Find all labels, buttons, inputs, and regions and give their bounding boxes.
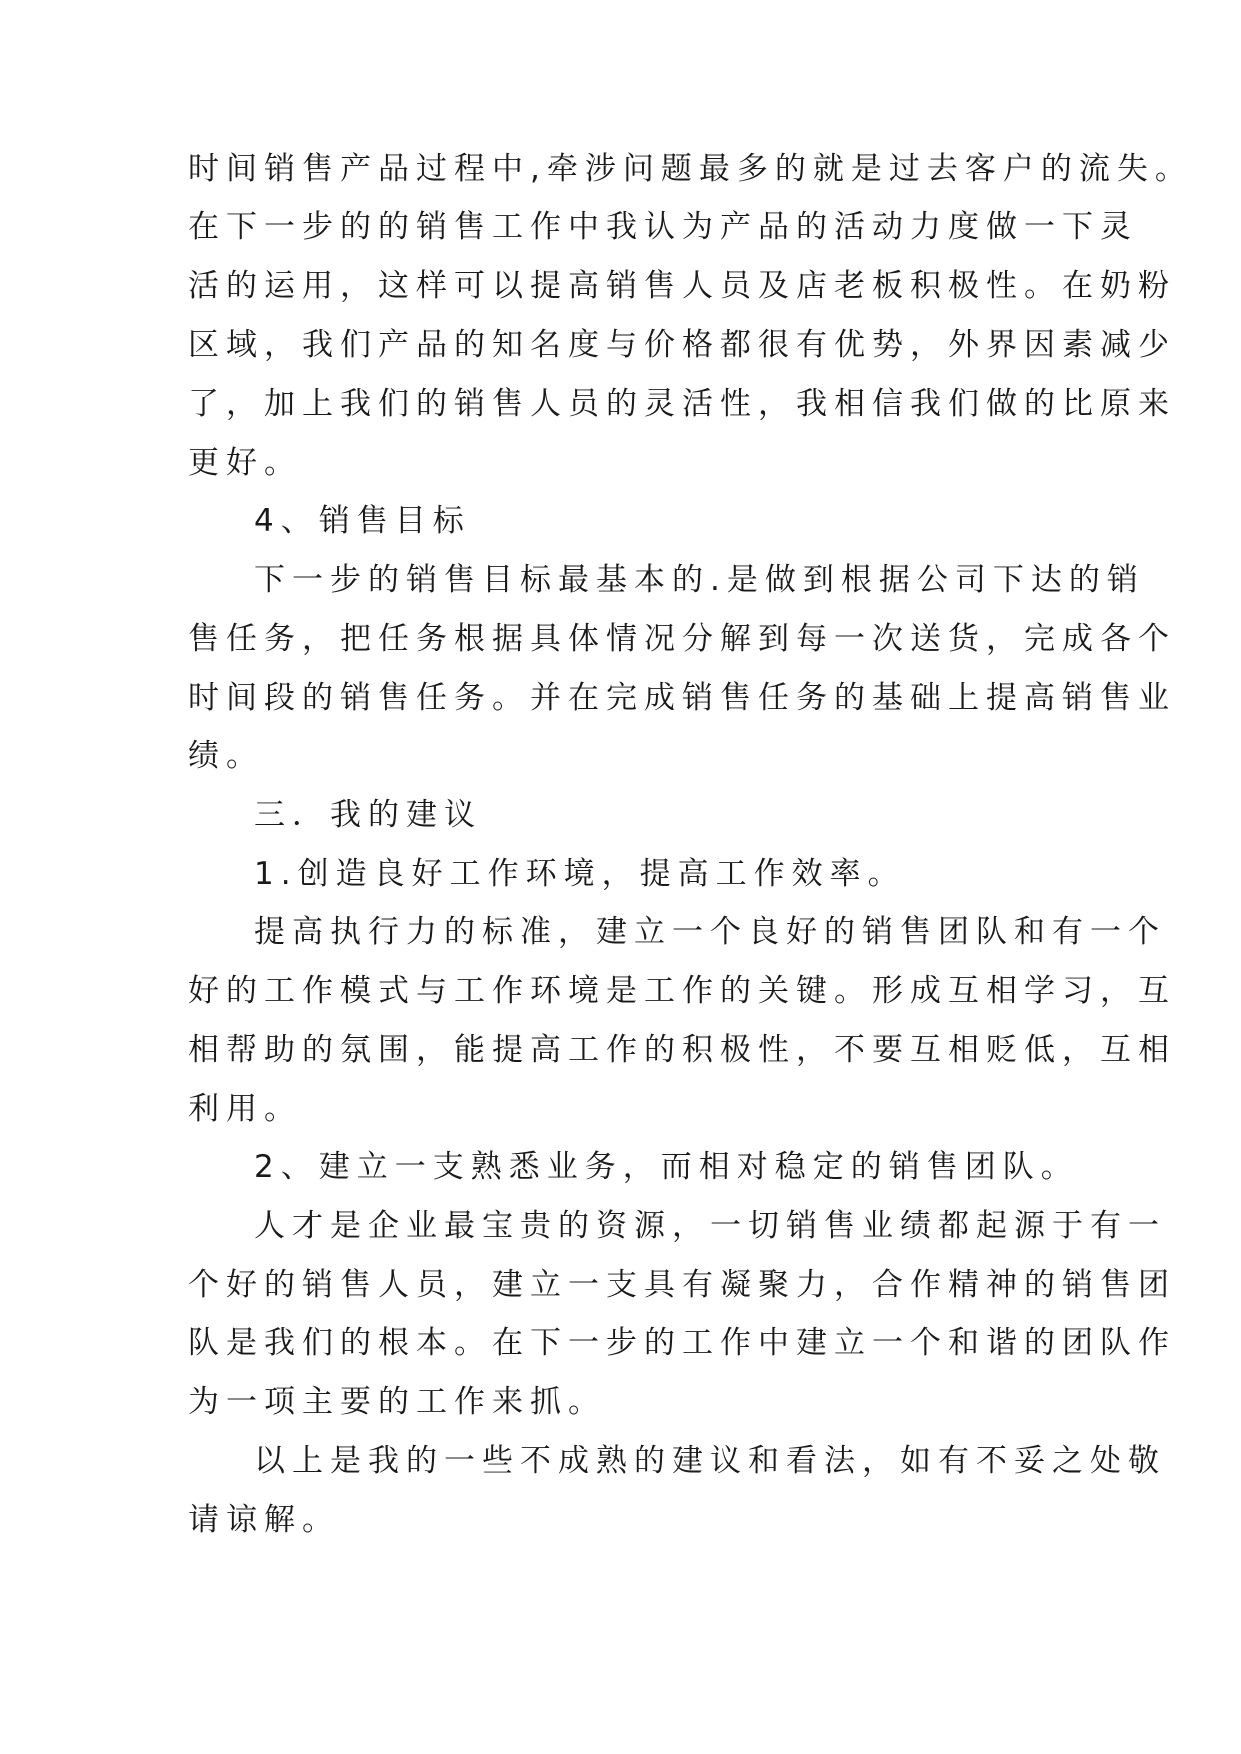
- section-heading: 三．我的建议: [254, 797, 482, 833]
- text-line: 在下一步的的销售工作中我认为产品的活动力度做一下灵: [188, 209, 1138, 245]
- text-line: 提高执行力的标准，建立一个良好的销售团队和有一个: [254, 914, 1166, 950]
- text-line: 队是我们的根本。在下一步的工作中建立一个和谐的团队作: [188, 1325, 1176, 1361]
- text-line: 售任务，把任务根据具体情况分解到每一次送货，完成各个: [188, 621, 1176, 657]
- text-line: 人才是企业最宝贵的资源，一切销售业绩都起源于有一: [254, 1208, 1166, 1244]
- text-line: 为一项主要的工作来抓。: [188, 1384, 606, 1420]
- text-line: 活的运用，这样可以提高销售人员及店老板积极性。在奶粉: [188, 268, 1176, 304]
- text-line: 下一步的销售目标最基本的.是做到根据公司下达的销: [254, 562, 1145, 598]
- text-line: 更好。: [188, 445, 302, 481]
- text-line: 个好的销售人员，建立一支具有凝聚力，合作精神的销售团: [188, 1267, 1176, 1303]
- section-heading: 4、销售目标: [254, 503, 471, 539]
- text-line: 时间段的销售任务。并在完成销售任务的基础上提高销售业: [188, 680, 1176, 716]
- text-line: 相帮助的氛围，能提高工作的积极性，不要互相贬低，互相: [188, 1032, 1176, 1068]
- text-line: 利用。: [188, 1091, 302, 1127]
- subsection-heading: 2、建立一支熟悉业务，而相对稳定的销售团队。: [254, 1149, 1079, 1185]
- subsection-heading: 1.创造良好工作环境，提高工作效率。: [254, 856, 906, 892]
- text-line: 好的工作模式与工作环境是工作的关键。形成互相学习，互: [188, 973, 1176, 1009]
- text-line: 时间销售产品过程中,牵涉问题最多的就是过去客户的流失。: [188, 151, 1193, 187]
- text-line: 请谅解。: [188, 1502, 340, 1538]
- text-line: 区域，我们产品的知名度与价格都很有优势，外界因素减少: [188, 327, 1176, 363]
- text-line: 绩。: [188, 738, 264, 774]
- text-line: 以上是我的一些不成熟的建议和看法，如有不妥之处敬: [254, 1443, 1166, 1479]
- text-line: 了，加上我们的销售人员的灵活性，我相信我们做的比原来: [188, 386, 1176, 422]
